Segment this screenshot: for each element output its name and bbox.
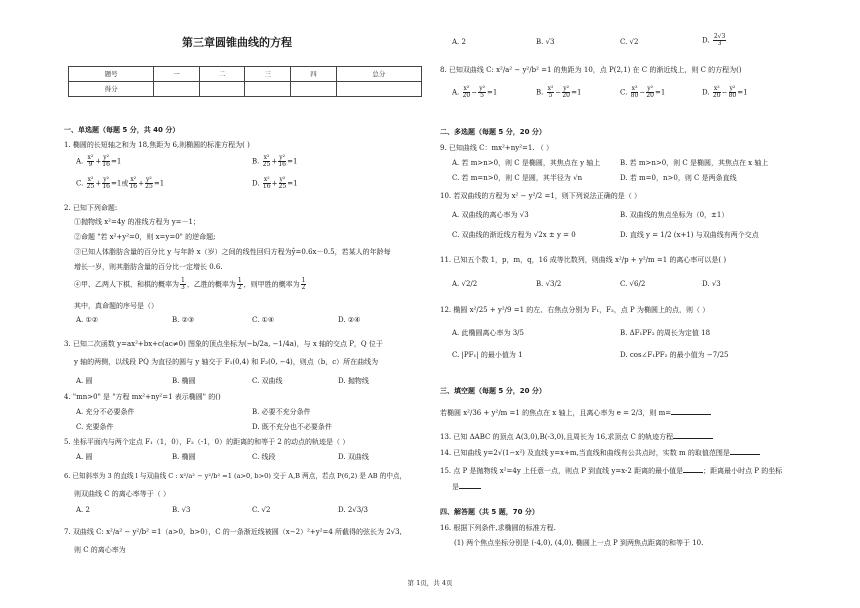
option-letter: A.	[76, 157, 84, 166]
q9-option-a[interactable]: A. 若 m>n>0，则 C 是椭圆，其焦点在 y 轴上	[452, 159, 601, 167]
question-9: 9. 已知曲线 C：mx²+ny²=1. （ ）	[440, 144, 554, 152]
q6-option-c[interactable]: C. √2	[252, 506, 271, 514]
question-3-cont: y 轴的两侧，以线段 PQ 为直径的圆与 y 轴交于 F₁(0,4) 和 F₂(0, −4)，则点（b，c）所在曲线为	[74, 358, 379, 366]
fraction: $\frac{\text{y²}}{5}$	[479, 85, 485, 99]
q2-s4-part-a: ④甲、乙两人下棋，和棋的概率为	[74, 280, 179, 289]
fraction: $\frac{\text{x²}}{16}$	[262, 176, 271, 190]
fraction: $\frac{\text{x²}}{9}$	[87, 154, 94, 168]
section-heading-4: 四、解答题（共 5 题，70 分）	[440, 508, 539, 516]
option-letter: D.	[702, 36, 710, 45]
page-title: 第三章圆锥曲线的方程	[182, 36, 292, 49]
q1-option-b[interactable]: B. $\frac{\text{x²}}{25}$ + $\frac{\text{y²}}{16}$ =1	[252, 154, 298, 168]
q15-text-b: ；距离最小时点 P 的坐标	[703, 467, 783, 475]
score-cell[interactable]	[291, 82, 337, 97]
q7-option-a[interactable]: A. 2	[452, 38, 466, 46]
score-header-cell: 题号	[69, 67, 154, 82]
q5-option-b[interactable]: B. 椭圆	[172, 453, 196, 461]
q2-statement-4	[74, 278, 307, 291]
score-table-row	[69, 82, 422, 97]
q9-option-c[interactable]: C. 若 m=n>0，则 C 是圆，其半径为 √n	[452, 174, 583, 182]
q13-text: 13. 已知 ΔABC 的顶点 A(3,0),B(-3,0),且周长为 16,求顶点 C 的轨迹方程	[440, 433, 674, 441]
q6-option-b[interactable]: B. √3	[172, 506, 191, 514]
fraction: $\frac{\text{x²}}{20}$	[462, 85, 471, 99]
q12-option-d[interactable]: D. cos∠F₁PF₂ 的最小值为 −7/25	[620, 351, 729, 359]
q4-option-c[interactable]: C. 充要条件	[76, 423, 114, 431]
q11-option-b[interactable]: B. √3/2	[536, 280, 562, 288]
q2-statement-3: ③已知人体脂肪含量的百分比 y 与年龄 x（岁）之间的线性回归方程为ŷ=0.6x－0.5，若某人的年龄每	[74, 248, 391, 256]
q11-option-c[interactable]: C. √6/2	[620, 280, 646, 288]
q2-option-b[interactable]: B. ②③	[172, 316, 195, 324]
q5-option-c[interactable]: C. 线段	[252, 453, 276, 461]
q2-statement-2: ②命题 "若 x²+y²=0，则 x=y=0" 的逆命题;	[74, 233, 216, 241]
q5-option-d[interactable]: D. 双曲线	[338, 453, 369, 461]
q5-option-a[interactable]: A. 圆	[76, 453, 93, 461]
option-letter: B.	[536, 88, 544, 97]
fraction: $\frac{\text{y²}}{16}$	[102, 154, 110, 168]
score-table	[68, 66, 422, 97]
score-header-cell: 四	[291, 67, 337, 82]
score-cell[interactable]	[199, 82, 245, 97]
answer-blank[interactable]	[671, 407, 711, 415]
q15-text: 15. 点 P 是抛物线 x²=4y 上任意一点，则点 P 到直线 y=x-2 距离的最小值是	[440, 467, 684, 475]
q3-option-a[interactable]: A. 圆	[76, 377, 93, 385]
q10-option-c[interactable]: C. 双曲线的渐近线方程为 √2x ± y = 0	[452, 231, 576, 239]
score-header-cell: 三	[245, 67, 291, 82]
q6-option-a[interactable]: A. 2	[76, 506, 90, 514]
score-header-cell: 二	[199, 67, 245, 82]
option-letter: C.	[76, 179, 84, 188]
q3-option-b[interactable]: B. 椭圆	[172, 377, 196, 385]
question-16: 16. 根据下列条件,求椭圆的标准方程.	[440, 524, 556, 532]
q9-option-b[interactable]: B. 若 m>n>0，则 C 是椭圆，其焦点在 x 轴上	[620, 159, 769, 167]
question-1: 1. 椭圆的长短轴之和为 18,焦距为 6,则椭圆的标准方程为( )	[64, 141, 250, 149]
q8-option-c[interactable]: C. $\frac{\text{x²}}{80}$ − $\frac{\text{y²}}{20}$ =1	[620, 85, 666, 99]
q9-option-d[interactable]: D. 若 m=0，n>0，则 C 是两条直线	[620, 174, 737, 182]
question-12: 12. 椭圆 x²/25 + y²/9 =1 的左、右焦点分别为 F₁，F₂，点 P 为椭圆上的点，则（ ）	[440, 306, 710, 314]
question-13	[440, 431, 713, 442]
fraction: $\frac{\text{y²}}{16}$	[102, 176, 110, 190]
question-6: 6. 已知斜率为 3 的直线 l 与双曲线 C : x²/a² − y²/b² =1 (a>0, b>0) 交于 A,B 两点，若点 P(6,2) 是 AB 的中点，	[64, 472, 407, 480]
section-heading-2: 二、多选题（每题 5 分，20 分）	[440, 128, 546, 136]
score-cell[interactable]	[154, 82, 200, 97]
question-14	[440, 447, 760, 458]
q12-option-c[interactable]: C. |PF₁| 的最小值为 1	[452, 351, 523, 359]
score-table-header-row	[69, 67, 422, 82]
q1-option-c[interactable]: C. $\frac{\text{x²}}{25}$ + $\frac{\text{y²}}{16}$ =1或 $\frac{\text{x²}}{16}$ + $\frac{\text{y²}}{25}$ =1	[76, 176, 165, 190]
question-5: 5. 坐标平面内与两个定点 F₁（1，0），F₂（-1，0）的距离的和等于 2 的动点的轨迹是（ ）	[64, 438, 350, 446]
q6-option-d[interactable]: D. 2√3/3	[338, 506, 368, 514]
answer-blank[interactable]	[730, 447, 760, 455]
or-text: 或	[121, 179, 129, 188]
score-cell[interactable]	[245, 82, 291, 97]
section-heading-1: 一、单选题（每题 5 分，共 40 分）	[64, 126, 180, 134]
fraction: $\frac{1}{3}$	[181, 277, 185, 291]
q11-option-a[interactable]: A. √2/2	[452, 280, 478, 288]
fraction: $\frac{2√3}{3}$	[713, 33, 726, 47]
score-header-cell: 一	[154, 67, 200, 82]
question-6-cont: 则双曲线 C 的离心率等于（ ）	[74, 490, 171, 498]
option-letter: D.	[702, 88, 710, 97]
q10-option-d[interactable]: D. 直线 y = 1/2 (x+1) 与双曲线有两个交点	[620, 231, 759, 239]
answer-blank[interactable]	[459, 481, 481, 489]
option-letter: D.	[252, 179, 260, 188]
q8-option-d[interactable]: D. $\frac{\text{x²}}{20}$ − $\frac{\text{y²}}{80}$ =1	[702, 85, 748, 99]
q2-option-c[interactable]: C. ①④	[252, 316, 275, 324]
question-15	[440, 465, 782, 476]
question-7: 7. 双曲线 C: x²/a² − y²/b² =1（a>0，b>0），C 的一条渐近线被圆（x−2）²+y²=4 所截得的弦长为 2√3,	[64, 528, 402, 536]
q2-statement-1: ①抛物线 x²=4y 的准线方程为 y=－1；	[74, 218, 200, 226]
question-11: 11. 已知五个数 1，p，m，q，16 成等比数列，则曲线 x²/p + y²/m =1 的离心率可以是( )	[440, 256, 727, 264]
answer-blank[interactable]	[673, 431, 713, 439]
fraction: $\frac{\text{x²}}{5}$	[547, 85, 554, 99]
question-2: 2. 已知下列命题:	[64, 204, 118, 212]
q11-option-d[interactable]: D. √3	[702, 280, 721, 288]
q10-option-a[interactable]: A. 双曲线的离心率为 √3	[452, 211, 529, 219]
fraction: $\frac{\text{x²}}{25}$	[262, 154, 271, 168]
question-4: 4. "mn>0" 是 "方程 mx²+ny²=1 表示椭圆" 的()	[64, 393, 221, 401]
fraction: $\frac{\text{x²}}{80}$	[630, 85, 639, 99]
q4-option-b[interactable]: B. 必要不充分条件	[252, 408, 311, 416]
fraction: $\frac{\text{y²}}{20}$	[562, 85, 570, 99]
score-cell[interactable]	[336, 82, 421, 97]
q8-option-b[interactable]: B. $\frac{\text{x²}}{5}$ − $\frac{\text{y²}}{20}$ =1	[536, 85, 582, 99]
q10-option-b[interactable]: B. 双曲线的焦点坐标为（0，±1）	[620, 211, 729, 219]
fraction: $\frac{\text{y²}}{25}$	[145, 176, 153, 190]
question-3: 3. 已知二次函数 y=ax²+bx+c(ac≠0) 图象的顶点坐标为(−b/2a, −1/4a)，与 x 轴的交点 P，Q 位于	[64, 340, 383, 348]
fraction: $\frac{\text{y²}}{16}$	[278, 154, 286, 168]
fraction: $\frac{\text{y²}}{20}$	[646, 85, 654, 99]
q2-s4-part-c: ，则甲胜的概率为	[243, 280, 300, 289]
question-15-cont	[452, 481, 481, 492]
fraction: $\frac{\text{x²}}{16}$	[129, 176, 138, 190]
q7-option-c[interactable]: C. √2	[620, 38, 639, 46]
option-letter: A.	[452, 88, 460, 97]
fraction: $\frac{1}{2}$	[237, 277, 242, 291]
question-8: 8. 已知双曲线 C: x²/a² − y²/b² =1 的焦距为 10，点 P(2,1) 在 C 的渐近线上，则 C 的方程为()	[440, 66, 742, 74]
q7-option-b[interactable]: B. √3	[536, 38, 555, 46]
score-header-cell: 总分	[336, 67, 421, 82]
q12-option-b[interactable]: B. ΔF₁PF₂ 的周长为定值 18	[620, 329, 711, 337]
score-row-label: 得分	[69, 82, 154, 97]
q14-text: 14. 已知曲线 y=2√(1−x²) 及直线 y=x+m,当直线和曲线有公共点时，实数 m 的取值范围是	[440, 449, 730, 457]
question-16-part-1: (1) 两个焦点坐标分别是 (-4,0), (4,0), 椭圆上一点 P 到两焦点距离的和等于 10.	[454, 539, 704, 547]
page-footer: 第 1页，共 4页	[407, 579, 453, 587]
q3-option-c[interactable]: C. 双曲线	[252, 377, 283, 385]
q15-text-c: 是	[452, 483, 459, 491]
question-7-cont: 则 C 的离心率为	[74, 546, 126, 554]
question-10: 10. 若双曲线的方程为 x² − y²/2 =1，则下列说法正确的是（ ）	[440, 192, 641, 200]
q12-option-a[interactable]: A. 此椭圆离心率为 3/5	[452, 329, 524, 337]
option-letter: C.	[620, 88, 628, 97]
q2-option-d[interactable]: D. ②④	[338, 316, 361, 324]
q3-option-d[interactable]: D. 抛物线	[338, 377, 369, 385]
q2-s4-part-b: ，乙胜的概率为	[186, 280, 236, 289]
fill-ellipse-text: 若椭圆 x²/36 + y²/m =1 的焦点在 x 轴上，且离心率为 e = 2/3，则 m=	[440, 409, 672, 417]
fraction: $\frac{\text{y²}}{80}$	[728, 85, 737, 99]
fraction: $\frac{1}{2}$	[301, 277, 306, 291]
answer-blank[interactable]	[683, 465, 703, 473]
fraction: $\frac{\text{x²}}{20}$	[712, 85, 721, 99]
section-heading-3: 三、填空题（每题 5 分，20 分）	[440, 387, 546, 395]
question-fill-ellipse	[440, 407, 711, 418]
q2-option-a[interactable]: A. ①②	[76, 316, 99, 324]
q1-option-d[interactable]: D. $\frac{\text{x²}}{16}$ + $\frac{\text{y²}}{25}$ =1	[252, 176, 298, 190]
q4-option-d[interactable]: D. 既不充分也不必要条件	[252, 423, 332, 431]
fraction: $\frac{\text{x²}}{25}$	[86, 176, 95, 190]
q2-statement-3-cont: 增长一岁，则其脂肪含量的百分比一定增长 0.6.	[74, 263, 223, 271]
q2-prompt: 其中，真命题的序号是（）	[74, 302, 158, 310]
q1-option-a[interactable]: A. $\frac{\text{x²}}{9}$ + $\frac{\text{y²}}{16}$ =1	[76, 154, 122, 168]
q7-option-d[interactable]	[702, 34, 727, 47]
q4-option-a[interactable]: A. 充分不必要条件	[76, 408, 135, 416]
option-letter: B.	[252, 157, 260, 166]
q8-option-a[interactable]: A. $\frac{\text{x²}}{20}$ − $\frac{\text{y²}}{5}$ =1	[452, 85, 498, 99]
fraction: $\frac{\text{y²}}{25}$	[278, 176, 287, 190]
